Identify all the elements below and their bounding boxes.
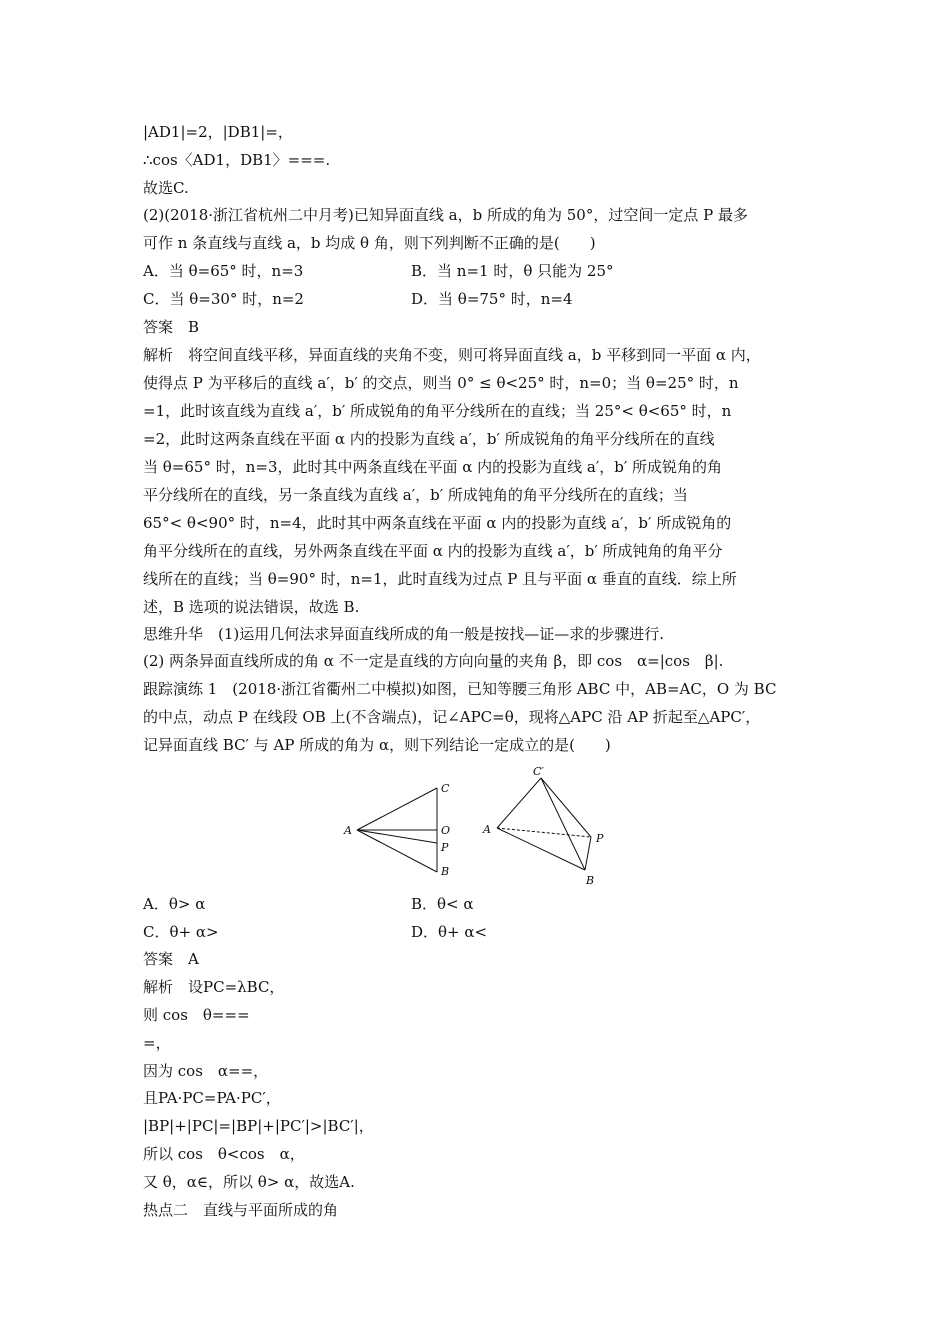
- segment-c-prime-b: [541, 778, 585, 870]
- folded-tetrahedron-figure: [478, 762, 613, 890]
- analysis-line: 则 cos θ===: [143, 1006, 250, 1024]
- segment-ac: [357, 788, 437, 830]
- analysis-line: 65°< θ<90° 时，n=4，此时其中两条直线在平面 α 内的投影为直线 a′，b′ 所成锐角的: [143, 514, 732, 532]
- label-o: O: [441, 824, 451, 837]
- analysis-line: 所以 cos θ<cos α，: [143, 1145, 305, 1163]
- analysis-line: 角平分线所在的直线，另外两条直线在平面 α 内的投影为直线 a′，b′ 所成钝角的角平分: [143, 542, 723, 560]
- analysis-line: 又 θ，α∈，所以 θ> α，故选A.: [143, 1173, 355, 1191]
- analysis-line: 使得点 P 为平移后的直线 a′，b′ 的交点，则当 0° ≤ θ<25° 时，n=0；当 θ=25° 时，n: [143, 374, 739, 392]
- label-c: C: [441, 782, 450, 795]
- analysis-line: 平分线所在的直线，另一条直线为直线 a′，b′ 所成钝角的角平分线所在的直线；当: [143, 486, 688, 504]
- analysis-line: 述，B 选项的说法错误，故选 B.: [143, 598, 360, 616]
- text-line: ∴cos〈AD1，DB1〉===.: [143, 151, 331, 169]
- label-a: A: [483, 823, 491, 836]
- label-b: B: [441, 865, 450, 878]
- label-b: B: [586, 874, 595, 887]
- analysis-line: 且PA·PC=PA·PC′，: [143, 1089, 281, 1107]
- summary-line: 思维升华 (1)运用几何法求异面直线所成的角一般是按找—证—求的步骤进行.: [143, 625, 665, 643]
- exercise-line: 跟踪演练 1 (2018·浙江省衢州二中模拟)如图，已知等腰三角形 ABC 中，AB=AC，O 为 BC: [143, 680, 777, 698]
- analysis-line: 当 θ=65° 时，n=3，此时其中两条直线在平面 α 内的投影为直线 a′，b′ 所成锐角的角: [143, 458, 723, 476]
- option-d: D．θ+ α<: [411, 923, 488, 941]
- analysis-line: =1，此时该直线为直线 a′，b′ 所成锐角的角平分线所在的直线；当 25°< θ<65° 时，n: [143, 402, 732, 420]
- exercise-line: 的中点，动点 P 在线段 OB 上(不含端点)，记∠APC=θ，现将△APC 沿 AP 折起至△APC′，: [143, 708, 761, 726]
- label-p: P: [596, 832, 604, 845]
- summary-line: (2) 两条异面直线所成的角 α 不一定是直线的方向向量的夹角 β，即 cos α=|cos β|.: [143, 652, 724, 670]
- segment-ac-prime: [497, 778, 541, 828]
- exercise-line: 记异面直线 BC′ 与 AP 所成的角为 α，则下列结论一定成立的是( ): [143, 736, 611, 754]
- option-a: A．当 θ=65° 时，n=3: [143, 262, 304, 280]
- analysis-line: 解析 将空间直线平移，异面直线的夹角不变，则可将异面直线 a，b 平移到同一平面 α 内，: [143, 346, 761, 364]
- analysis-line: =2，此时这两条直线在平面 α 内的投影为直线 a′，b′ 所成锐角的角平分线所在的直线: [143, 430, 715, 448]
- option-b: B．θ< α: [411, 895, 474, 913]
- question-2-stem: (2)(2018·浙江省杭州二中月考)已知异面直线 a，b 所成的角为 50°，过空间一定点 P 最多: [143, 206, 748, 224]
- segment-ab: [497, 828, 585, 870]
- text-line: |AD1|=2，|DB1|=，: [143, 123, 293, 141]
- answer-line: 答案 B: [143, 318, 200, 336]
- section-heading: 热点二 直线与平面所成的角: [143, 1201, 339, 1219]
- segment-pb: [585, 837, 591, 870]
- question-2-stem: 可作 n 条直线与直线 a，b 均成 θ 角，则下列判断不正确的是( ): [143, 234, 596, 252]
- segment-ap-hidden: [497, 828, 591, 837]
- analysis-line: 解析 设PC=λBC，: [143, 978, 285, 996]
- analysis-line: =，: [143, 1034, 171, 1052]
- label-a: A: [344, 824, 352, 837]
- label-c-prime: C′: [533, 765, 544, 778]
- analysis-line: 因为 cos α==，: [143, 1062, 269, 1080]
- option-b: B．当 n=1 时，θ 只能为 25°: [411, 262, 614, 280]
- option-d: D．当 θ=75° 时，n=4: [411, 290, 573, 308]
- analysis-line: |BP|+|PC|=|BP|+|PC′|>|BC′|，: [143, 1117, 374, 1135]
- option-a: A．θ> α: [143, 895, 206, 913]
- option-c: C．θ+ α>: [143, 923, 219, 941]
- analysis-line: 线所在的直线；当 θ=90° 时，n=1，此时直线为过点 P 且与平面 α 垂直的直线．综上所: [143, 570, 737, 588]
- triangle-abc-figure: [340, 775, 470, 885]
- segment-c-prime-p: [541, 778, 591, 837]
- text-line: 故选C.: [143, 179, 189, 197]
- option-c: C．当 θ=30° 时，n=2: [143, 290, 304, 308]
- label-p: P: [441, 841, 449, 854]
- answer-line: 答案 A: [143, 950, 199, 968]
